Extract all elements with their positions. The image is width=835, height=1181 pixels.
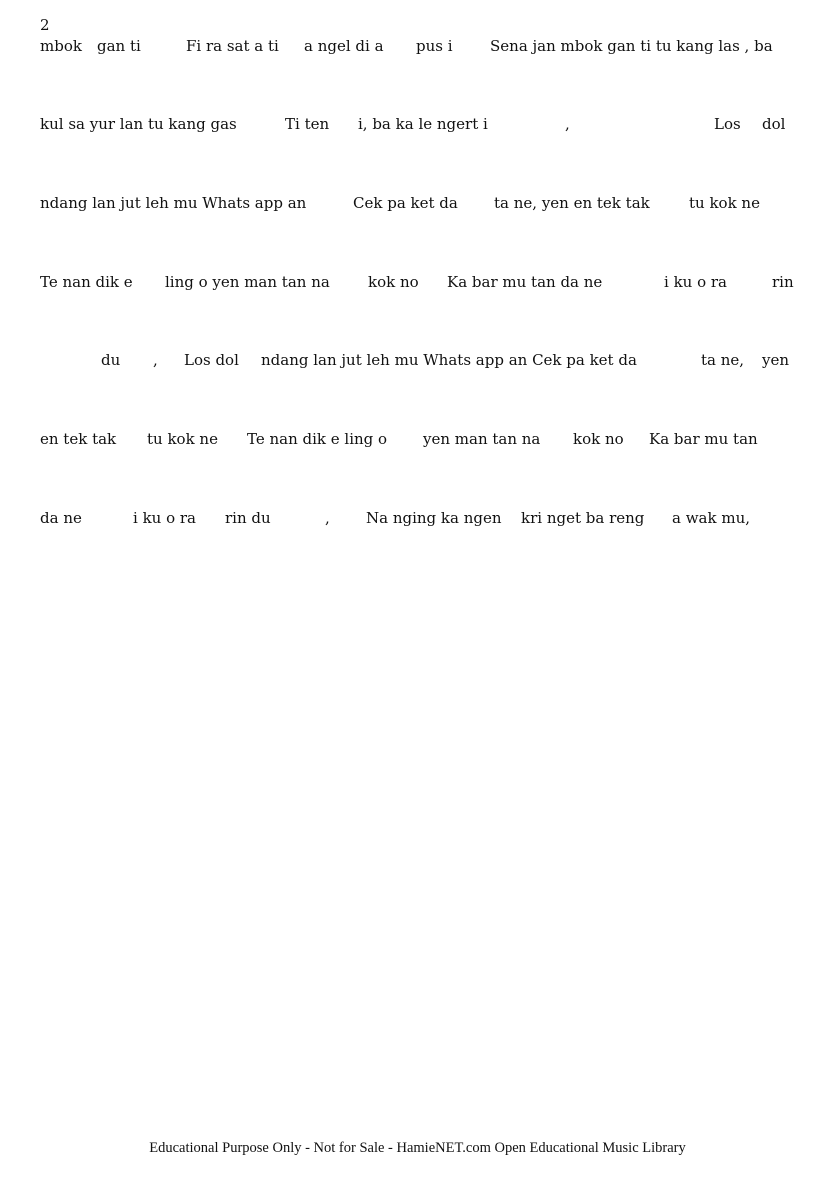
lyric-syllable: i, ba ka le ngert i <box>358 115 488 133</box>
lyric-syllable: kul sa yur lan tu kang gas <box>40 115 237 133</box>
lyric-syllable: Los <box>714 115 741 133</box>
lyric-syllable: Te nan dik e <box>40 273 133 291</box>
lyric-syllable: Cek pa ket da <box>353 194 458 212</box>
lyric-syllable: da ne <box>40 509 82 527</box>
lyric-line-6 <box>40 429 800 449</box>
lyric-syllable: kri nget ba reng <box>521 509 645 527</box>
lyric-syllable: mbok <box>40 37 82 55</box>
lyric-syllable: kok no <box>573 430 624 448</box>
lyric-syllable: pus i <box>416 37 453 55</box>
lyric-syllable: tu kok ne <box>147 430 218 448</box>
lyric-syllable: a wak mu, <box>672 509 751 527</box>
lyric-line-2 <box>40 114 800 134</box>
lyric-syllable: , <box>325 509 330 527</box>
lyric-syllable: gan ti <box>97 37 141 55</box>
lyric-syllable: du <box>101 351 121 369</box>
lyric-syllable: , <box>153 351 158 369</box>
lyric-syllable: Ka bar mu tan <box>649 430 758 448</box>
lyric-syllable: ndang lan jut leh mu Whats app an <box>40 194 307 212</box>
lyric-syllable: Fi ra sat a ti <box>186 37 279 55</box>
lyric-syllable: Na nging ka ngen <box>366 509 502 527</box>
lyric-line-5 <box>40 350 800 370</box>
lyric-syllable: Ka bar mu tan da ne <box>447 273 603 291</box>
lyric-syllable: rin du <box>225 509 271 527</box>
lyric-syllable: kok no <box>368 273 419 291</box>
lyric-syllable: ta ne, <box>701 351 745 369</box>
lyric-syllable: ta ne, yen en tek tak <box>494 194 650 212</box>
lyric-syllable: , <box>565 115 570 133</box>
lyric-syllable: i ku o ra <box>133 509 196 527</box>
lyric-line-4 <box>40 272 800 292</box>
lyric-syllable: ling o yen man tan na <box>165 273 330 291</box>
lyric-syllable: dol <box>762 115 786 133</box>
lyric-syllable: i ku o ra <box>664 273 727 291</box>
lyric-syllable: en tek tak <box>40 430 117 448</box>
lyric-syllable: rin <box>772 273 794 291</box>
page-number: 2 <box>40 16 50 34</box>
lyric-syllable: a ngel di a <box>304 37 384 55</box>
lyric-line-7 <box>40 508 800 528</box>
lyric-syllable: Los dol <box>184 351 239 369</box>
lyric-syllable: ndang lan jut leh mu Whats app an Cek pa ket da <box>261 351 637 369</box>
lyric-syllable: yen <box>762 351 790 369</box>
lyric-syllable: Te nan dik e ling o <box>247 430 388 448</box>
lyric-syllable: Sena jan mbok gan ti tu kang las , ba <box>490 37 773 55</box>
lyric-line-1 <box>40 36 800 56</box>
lyric-line-3 <box>40 193 800 213</box>
lyric-syllable: tu kok ne <box>689 194 760 212</box>
footer-notice: Educational Purpose Only - Not for Sale - HamieNET.com Open Educational Music Library <box>149 1140 686 1156</box>
lyric-syllable: yen man tan na <box>423 430 541 448</box>
lyric-syllable: Ti ten <box>285 115 330 133</box>
